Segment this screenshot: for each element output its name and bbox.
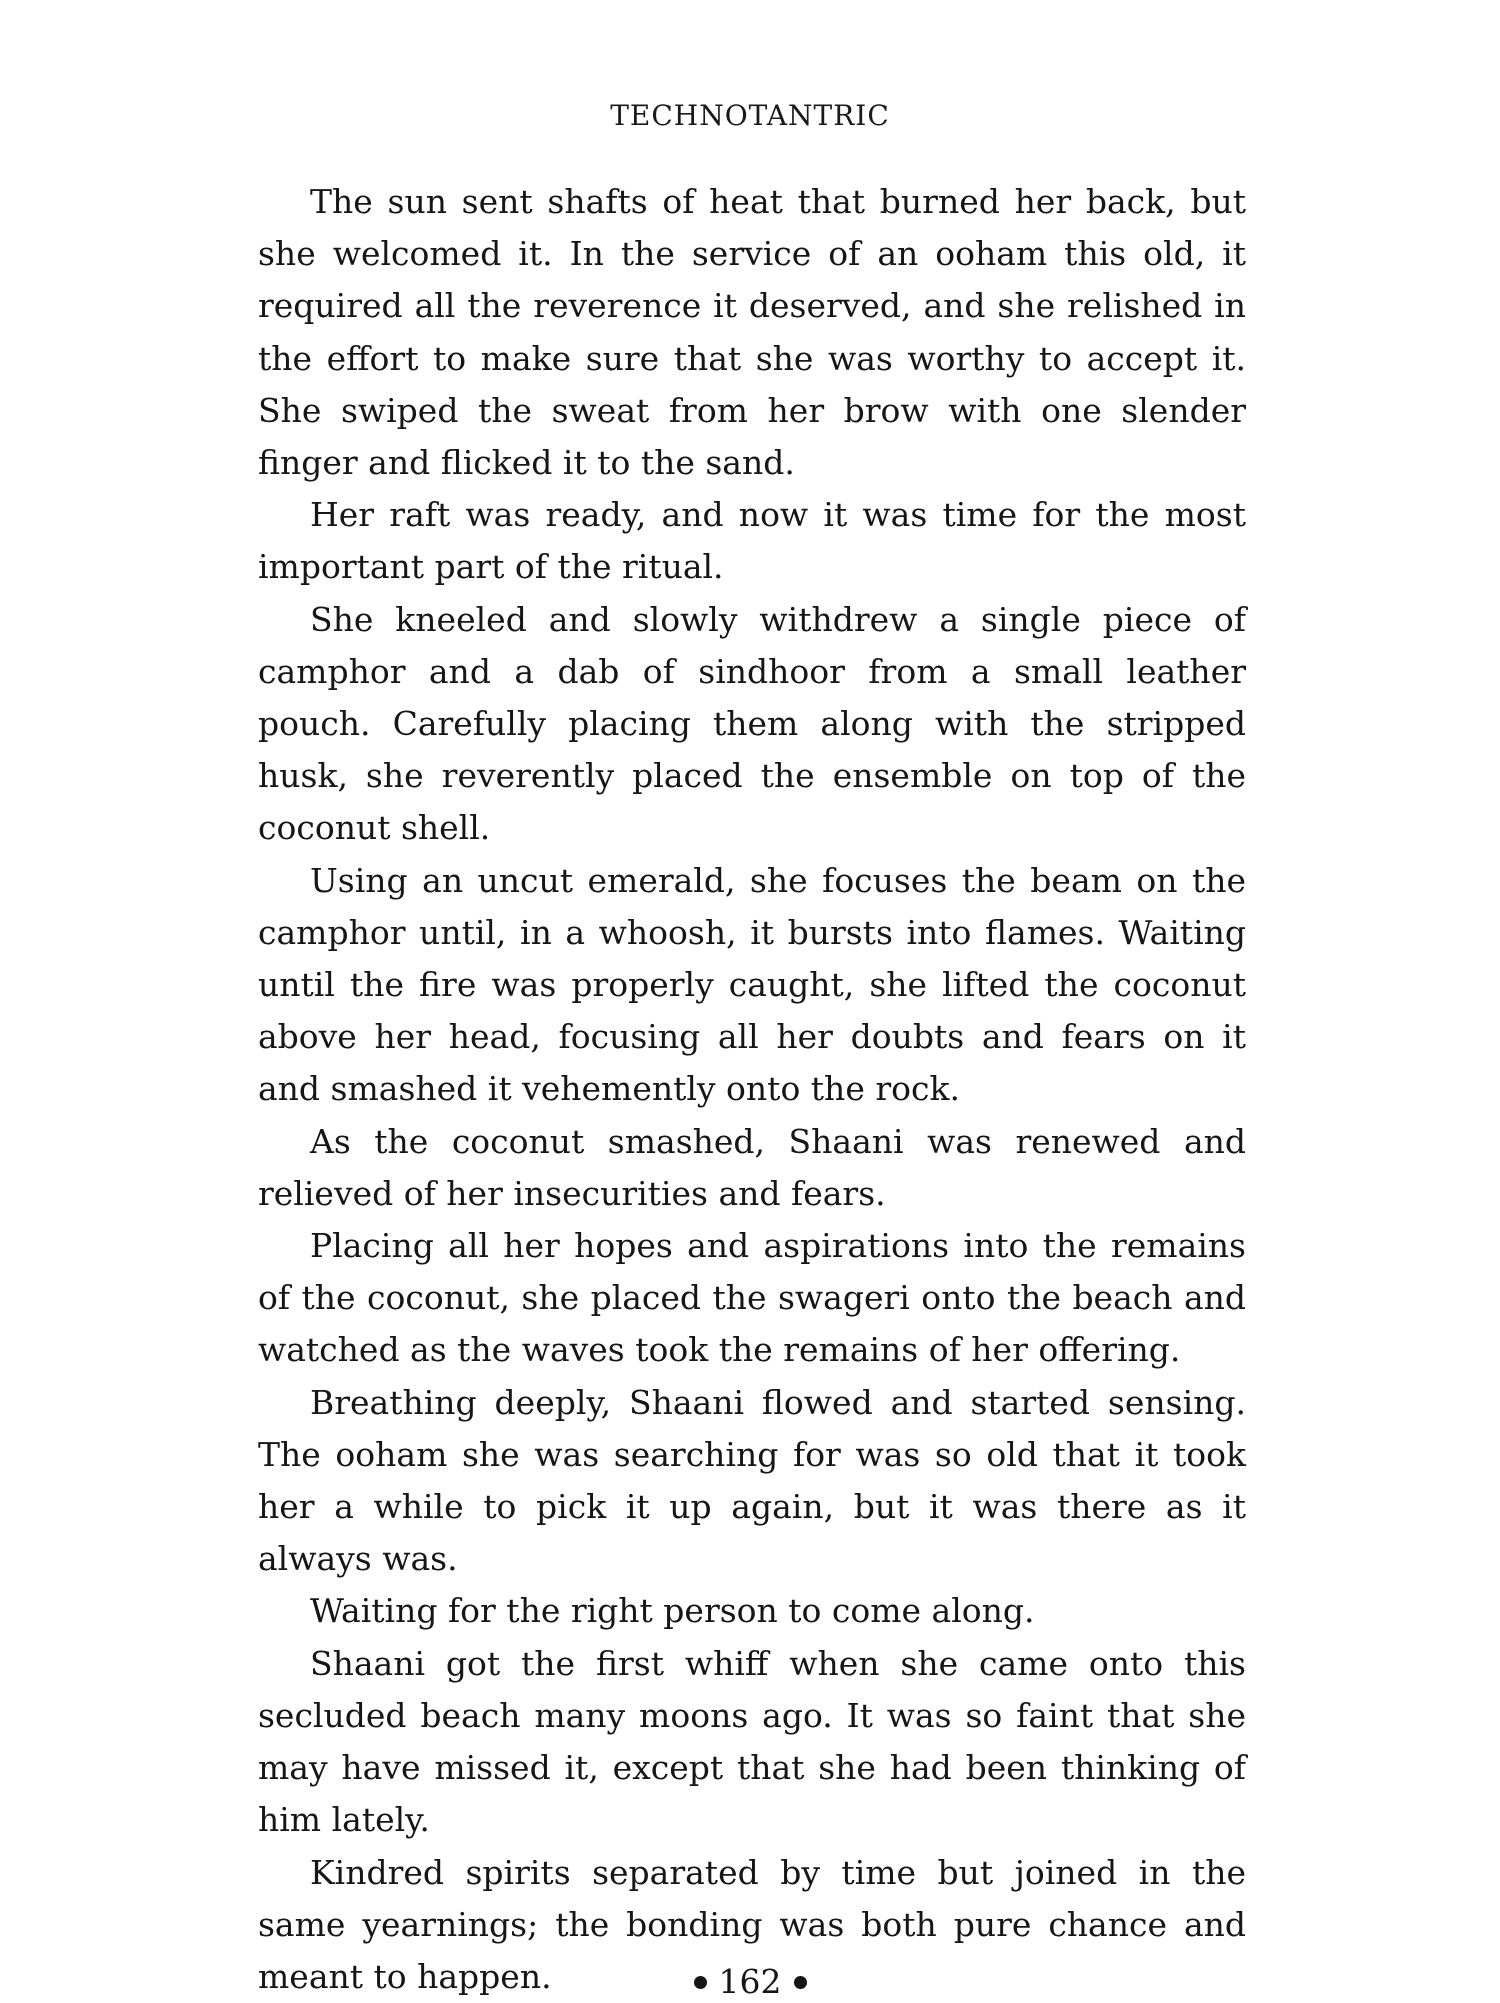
paragraph: Kindred spirits separated by time but joined in the same yearnings; the bonding was both pure chance and meant to happen. [258,1847,1246,2003]
paragraph: Waiting for the right person to come along. [258,1585,1246,1637]
paragraph: As the coconut smashed, Shaani was renewed and relieved of her insecurities and fears. [258,1116,1246,1220]
paragraph: The sun sent shafts of heat that burned her back, but she welcomed it. In the service of an ooham this old, it required all the reverence it deserved, and she relished in the effort to make sure that she was worthy to accept it. She swiped the sweat from her brow with one slender finger and flicked it to the sand. [258,176,1246,489]
body-text [258,176,1246,2003]
paragraph: Her raft was ready, and now it was time for the most important part of the ritual. [258,489,1246,593]
paragraph: Placing all her hopes and aspirations into the remains of the coconut, she placed the swageri onto the beach and watched as the waves took the remains of her offering. [258,1220,1246,1377]
running-head: TECHNOTANTRIC [0,98,1500,134]
page-footer [0,1962,1500,2002]
paragraph: Using an uncut emerald, she focuses the beam on the camphor until, in a whoosh, it bursts into flames. Waiting until the fire was properly caught, she lifted the coconut above her head, focusing all her doubts and fears on it and smashed it vehemently onto the rock. [258,855,1246,1116]
paragraph: Breathing deeply, Shaani flowed and started sensing. The ooham she was searching for was so old that it took her a while to pick it up again, but it was there as it always was. [258,1377,1246,1586]
page-number: 162 [719,1962,782,2001]
bullet-right-icon [794,1976,807,1989]
paragraph: Shaani got the first whiff when she came onto this secluded beach many moons ago. It was so faint that she may have missed it, except that she had been thinking of him lately. [258,1638,1246,1847]
bullet-left-icon [694,1976,707,1989]
paragraph: She kneeled and slowly withdrew a single piece of camphor and a dab of sindhoor from a small leather pouch. Carefully placing them along with the stripped husk, she reverently placed the ensemble on top of the coconut shell. [258,594,1246,855]
